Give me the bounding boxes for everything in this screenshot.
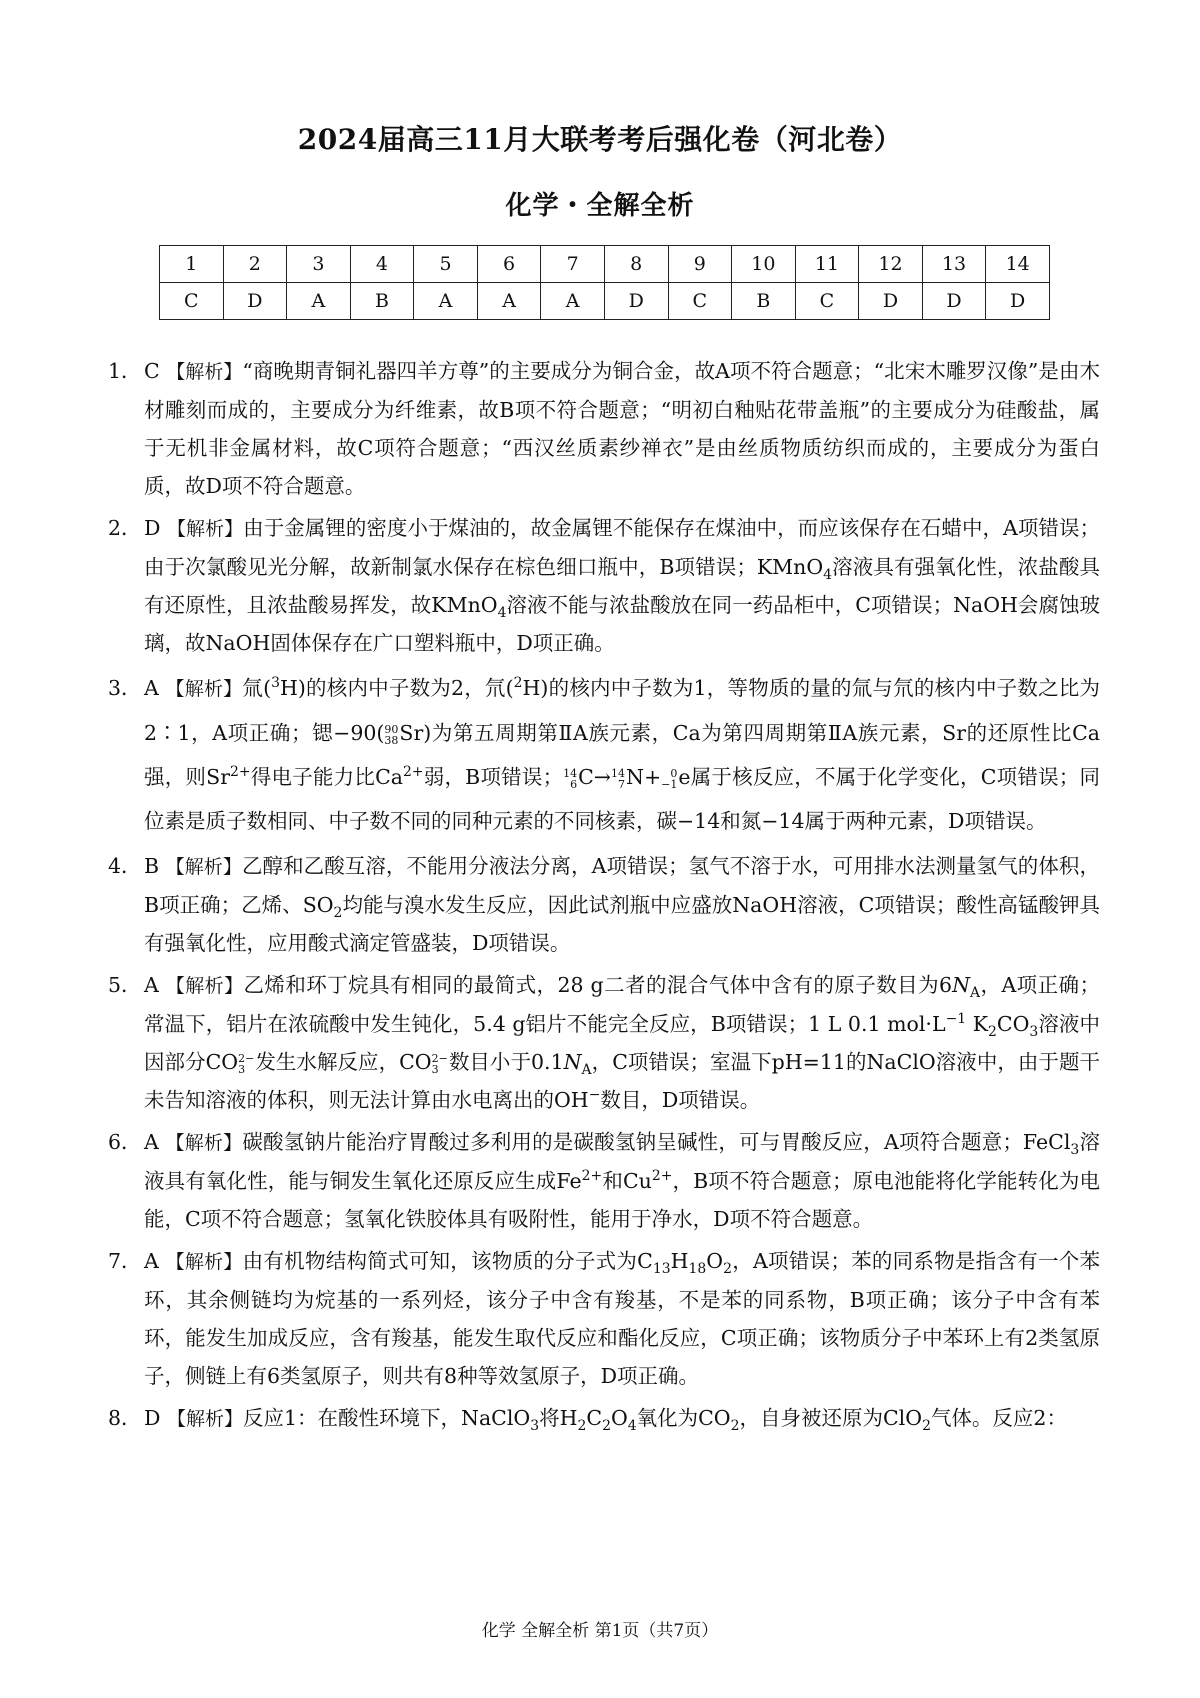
answer-cell: D [604,283,668,320]
question-number-cell: 5 [414,246,478,283]
explanation-5: 5． A 【解析】乙烯和环丁烷具有相同的最简式，28 g二者的混合气体中含有的原子数目为$6N_A$，A项正确；常温下，铝片在浓硫酸中发生钝化，5.4 g铝片不能完全反应，B项错误；1 L 0.1 $mol\cdot L^{-1}$ $K_2CO_3$溶液中因部分CO 2− 3 发生水解反应，CO 2− 3 数目小于$0.1N_A$，C项错误；室温下pH=11的NaClO溶液中，由于题干未告知溶液的体积，则无法计算由水电离出的OH−数目，D项错误。 [108,973,1101,1112]
answer-cell: D [223,283,287,320]
answer-cell: D [922,283,986,320]
explanation-4: 4． B 【解析】乙醇和乙酸互溶，不能用分液法分离，A项错误；氢气不溶于水，可用排水法测量氢气的体积，B项正确；乙烯、$SO_2$均能与溴水发生反应，因此试剂瓶中应盛放NaOH溶液，C项错误；酸性高锰酸钾具有强氧化性，应用酸式滴定管盛装，D项错误。 [108,854,1100,955]
answer-letter: B [144,854,160,878]
explanation-6: 6． A 【解析】碳酸氢钠片能治疗胃酸过多利用的是碳酸氢钠呈碱性，可与胃酸反应，A项符合题意；FeCl$_3$溶液具有氧化性，能与铜发生氧化还原反应生成$Fe^{2+}$和$Cu^{2+}$，B项不符合题意；原电池能将化学能转化为电能，C项不符合题意；氢氧化铁胶体具有吸附性，能用于净水，D项不符合题意。 [108,1130,1100,1231]
answer-cell: C [795,283,859,320]
analysis-tag: 【解析】 [167,518,244,540]
answer-letter: A [144,676,159,700]
answer-cell: C [160,283,224,320]
explanation-7: 7． A 【解析】由有机物结构简式可知，该物质的分子式为$C_{13}H_{18}O_2$，A项错误；苯的同系物是指含有一个苯环，其余侧链均为烷基的一系列烃，该分子中含有羧基，不是苯的同系物，B项正确；该分子中含有苯环，能发生加成反应，含有羧基，能发生取代反应和酯化反应，C项正确；该物质分子中苯环上有2类氢原子，侧链上有6类氢原子，则共有8种等效氢原子，D项正确。 [108,1249,1100,1388]
explanation-8: 8． D 【解析】反应1：在酸性环境下，NaClO$_3$将$H_2C_2O_4$氧化为$CO_2$，自身被还原为ClO$_2$气体。反应2： [108,1406,1067,1435]
question-number-cell: 6 [477,246,541,283]
sr-90-isotope: 90 38 Sr [384,721,424,747]
answer-letter: A [144,1249,159,1273]
answer-letter: A [144,1130,159,1154]
question-number-cell: 8 [604,246,668,283]
question-number-cell: 1 [160,246,224,283]
explanation-3: 3． A 【解析】氚($^3$H)的核内中子数为2，氘($^2$H)的核内中子数为1，等物质的量的氚与氘的核内中子数之比为2∶1，A项正确；锶−90( 90 38 Sr)为第五周期第ⅡA族元素，Ca为第四周期第ⅡA族元素，Sr的还原性比Ca强，则$Sr^{2+}$得电子能力比$Ca^{2+}$弱，B项错误； 14 6 C→ 14 7 N+ 0 −1 e属于核反应，不属于化学变化，C项错误；同位素是质子数相同、中子数不同的同种元素的不同核素，碳−14和氮−14属于两种元素，D项错误。 [108,675,1101,833]
question-number-cell: 12 [859,246,923,283]
answer-table [159,245,1050,320]
question-number-cell: 7 [541,246,605,283]
answer-table-answer-row [160,283,1050,320]
answer-cell: A [477,283,541,320]
analysis-tag: 【解析】 [166,361,243,383]
answer-letter: D [144,1406,161,1430]
nuclear-equation: 14 6 C→ 14 7 N+ 0 −1 e [563,765,691,791]
answer-letter: D [144,516,161,540]
analysis-tag: 【解析】 [165,678,243,700]
answer-cell: D [986,283,1050,320]
question-number-cell: 13 [922,246,986,283]
analysis-tag: 【解析】 [166,1408,243,1430]
explanation-2: 2． D 【解析】由于金属锂的密度小于煤油的，故金属锂不能保存在煤油中，而应该保存在石蜡中，A项错误；由于次氯酸见光分解，故新制氯水保存在棕色细口瓶中，B项错误；KMnO$_4$溶液具有强氧化性，浓盐酸具有还原性，且浓盐酸易挥发，故KMnO$_4$溶液不能与浓盐酸放在同一药品柜中，C项错误；NaOH会腐蚀玻璃，故NaOH固体保存在广口塑料瓶中，D项正确。 [108,516,1100,655]
page-footer: 化学 全解全析 第1页（共7页） [481,1621,719,1641]
question-number-cell: 11 [795,246,859,283]
question-number-cell: 4 [350,246,414,283]
answer-letter: A [144,973,159,997]
answer-cell: B [350,283,414,320]
analysis-tag: 【解析】 [165,1132,243,1154]
question-number-cell: 2 [223,246,287,283]
answer-letter: C [144,359,160,383]
answer-cell: A [287,283,351,320]
analysis-tag: 【解析】 [165,975,244,997]
page-subtitle: 化学・全解全析 [505,191,695,221]
answer-cell: C [668,283,732,320]
page-title: 2024届高三11月大联考考后强化卷（河北卷） [297,123,903,156]
answer-cell: D [859,283,923,320]
answer-cell: B [732,283,796,320]
analysis-tag: 【解析】 [165,1251,243,1273]
explanations [108,352,1100,1442]
question-number-cell: 14 [986,246,1050,283]
analysis-tag: 【解析】 [165,856,242,878]
question-number-cell: 3 [287,246,351,283]
answer-cell: A [414,283,478,320]
question-number-cell: 9 [668,246,732,283]
explanation-1: 1． C 【解析】“商晚期青铜礼器四羊方尊”的主要成分为铜合金，故A项不符合题意；“北宋木雕罗汉像”是由木材雕刻而成的，主要成分为纤维素，故B项不符合题意；“明初白釉贴花带盖瓶”的主要成分为硅酸盐，属于无机非金属材料，故C项符合题意；“西汉丝质素纱禅衣”是由丝质物质纺织而成的，主要成分为蛋白质，故D项不符合题意。 [108,359,1100,498]
answer-table-number-row [160,246,1050,283]
question-number-cell: 10 [732,246,796,283]
answer-cell: A [541,283,605,320]
